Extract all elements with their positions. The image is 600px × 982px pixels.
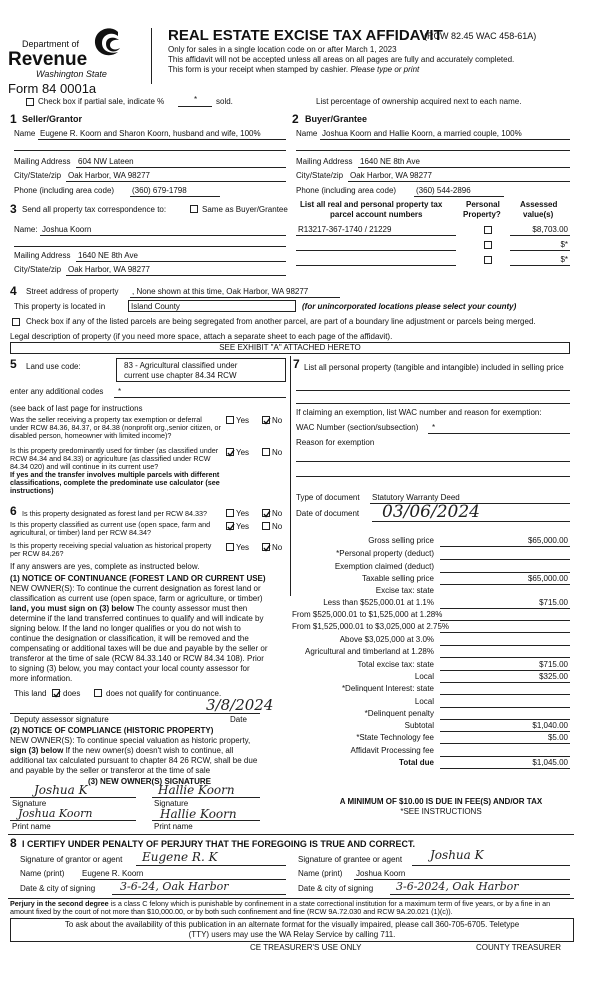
additional-codes-label: enter any additional codes xyxy=(10,387,104,396)
notice1-line: signing below. If the land no longer qualifies or you do not wish to xyxy=(10,624,241,633)
q-timber-multiple: If yes and the transfer involves multiple parcels with different classifications, complete the predominate use calculator (see instructions) xyxy=(10,470,220,495)
check-icon xyxy=(263,544,271,552)
q1-yes: Yes xyxy=(236,416,250,425)
grantor-name-label: Name (print) xyxy=(20,869,65,878)
notice1-line: to signing (3) below, you may contact your local county assessor for xyxy=(10,664,250,673)
header-line-1: Only for sales in a single location code on or after March 1, 2023 xyxy=(168,45,397,54)
tax-row-value[interactable]: $715.00 xyxy=(539,598,568,607)
form-title-ref: (RCW 82.45 WAC 458-61A) xyxy=(424,31,537,41)
seller-name[interactable]: Eugene R. Koorn and Sharon Koorn, husband and wife, 100% xyxy=(40,129,261,138)
deputy-date-label: Date xyxy=(230,715,247,724)
parcel-header-1: List all real and personal property tax xyxy=(300,200,443,209)
certify-text: I CERTIFY UNDER PENALTY OF PERJURY THAT THE FOREGOING IS TRUE AND CORRECT. xyxy=(22,839,416,849)
corr-city-label: City/State/zip xyxy=(14,265,62,274)
tax-row-value[interactable]: $1,040.00 xyxy=(532,721,568,730)
corr-mail-label: Mailing Address xyxy=(14,251,71,260)
seller-phone[interactable]: (360) 679-1798 xyxy=(132,186,187,195)
tax-row-label: Taxable selling price xyxy=(361,574,434,583)
grantee-date-city[interactable]: 3-6-2024, Oak Harbor xyxy=(396,880,519,893)
assessed-row-2[interactable]: $* xyxy=(560,240,568,249)
personal-header-1: Personal xyxy=(466,200,500,209)
see-instructions: *SEE INSTRUCTIONS xyxy=(400,807,482,816)
partial-pct[interactable]: * xyxy=(194,95,198,104)
see-back: (see back of last page for instructions xyxy=(10,404,143,413)
corr-num: 3 xyxy=(10,202,17,216)
check-icon xyxy=(227,449,235,457)
personal-header-2: Property? xyxy=(463,210,501,219)
seller-name-label: Name xyxy=(14,129,36,138)
wac-label: WAC Number (section/subsection) xyxy=(296,423,419,432)
county-treasurer: COUNTY TREASURER xyxy=(476,943,562,952)
notice2-line xyxy=(10,747,233,755)
buyer-heading: Buyer/Grantee xyxy=(305,114,368,124)
deputy-label: Deputy assessor signature xyxy=(14,715,109,724)
street-value[interactable]: , None shown at this time, Oak Harbor, WA 98277 xyxy=(132,287,309,296)
tax-row-label: Gross selling price xyxy=(368,536,434,545)
county-value: Island County xyxy=(131,302,180,311)
forest-q3: Is this property receiving special valuation as historical property per RCW 84.26? xyxy=(10,541,212,558)
forest-q2: Is this property classified as current use (open space, farm and agricultural, or timber) land per RCW 84.34? xyxy=(10,520,211,537)
f3-yes: Yes xyxy=(236,543,250,552)
partial-sale-label: Check box if partial sale, indicate % xyxy=(38,97,165,106)
revenue-swirl-icon xyxy=(92,26,124,60)
street-label: Street address of property xyxy=(26,287,119,296)
buyer-phone-label: Phone (including area code) xyxy=(296,186,397,195)
exemption-reason-label: Reason for exemption xyxy=(296,438,375,447)
q-exemption: Was the seller receiving a property tax exemption or deferral under RCW 84.36, 84.37, or 84.38 (nonprofit org.,senior citizen, or disabled person, homeowner with limited income)? xyxy=(10,415,221,440)
segregated-checkbox[interactable] xyxy=(12,318,20,326)
seller-city-label: City/State/zip xyxy=(14,171,62,180)
new-owner-sig-title: (3) NEW OWNER(S) SIGNATURE xyxy=(88,777,211,786)
tax-row-label: Total excise tax: state xyxy=(357,660,434,669)
q2-no: No xyxy=(272,448,283,457)
q2-no-checkbox[interactable] xyxy=(262,448,270,456)
notice1-line xyxy=(10,605,247,613)
exemption-text: If claiming an exemption, list WAC number and reason for exemption: xyxy=(296,408,542,417)
tax-row-value[interactable]: $65,000.00 xyxy=(527,574,568,583)
q-timber: Is this property predominantly used for timber (as classified under RCW 84.34 and 84.33) or agriculture (as classified under RCW 84.34 020) and will continue in its current use? xyxy=(10,446,219,471)
check-icon xyxy=(227,523,235,531)
land-use-value-1: 83 - Agricultural classified under xyxy=(124,361,238,370)
parcel-row-1[interactable]: R13217-367-1740 / 21229 xyxy=(298,225,392,234)
header-receipt xyxy=(168,66,419,74)
tax-row-label: Excise tax: state xyxy=(375,586,434,595)
q1-no: No xyxy=(272,416,283,425)
notice2-title: (2) NOTICE OF COMPLIANCE (HISTORIC PROPERTY) xyxy=(10,726,214,735)
f2-yes-checkbox[interactable] xyxy=(226,522,234,530)
this-land-label: This land xyxy=(14,689,47,698)
tax-row-label: Subtotal xyxy=(404,721,434,730)
tax-row-value[interactable]: $1,045.00 xyxy=(532,758,568,767)
forest-q1: Is this property designated as forest land per RCW 84.33? xyxy=(22,509,207,518)
certify-num: 8 xyxy=(10,836,17,850)
accessibility-line-2: (TTY) users may use the WA Relay Service by calling 711. xyxy=(188,930,396,939)
grantor-signature[interactable]: Eugene R. K xyxy=(142,850,218,864)
grantor-sig-label: Signature of grantor or agent xyxy=(20,855,123,864)
corr-name[interactable]: Joshua Koorn xyxy=(42,225,92,234)
seller-heading: Seller/Grantor xyxy=(22,114,83,124)
grantee-signature[interactable]: Joshua K xyxy=(430,848,484,862)
personal-row-2-checkbox[interactable] xyxy=(484,241,492,249)
wac-value[interactable]: * xyxy=(432,423,436,432)
check-icon xyxy=(263,510,271,518)
forest-num: 6 xyxy=(10,504,17,518)
legal-label: Legal description of property (if you need more space, attach a separate sheet to each page of the affidavit). xyxy=(10,332,393,341)
land-use-num: 5 xyxy=(10,357,17,371)
owner1-sig-label: Signature xyxy=(12,799,47,808)
notice1-line: continue the designation or classification, it will be removed and the xyxy=(10,634,249,643)
perjury-text xyxy=(10,900,574,916)
accessibility-line-1: To ask about the availability of this publication in an alternate format for the visually impaired, please call 360-705-6705. Teletype xyxy=(64,920,520,929)
assessed-header-1: Assessed xyxy=(520,200,558,209)
tax-row-label: From $1,525,000.01 to $3,025,000 at 2.75% xyxy=(292,622,450,631)
buyer-num: 2 xyxy=(292,112,299,126)
f3-no-checkbox[interactable] xyxy=(262,543,270,551)
additional-codes-value[interactable]: * xyxy=(118,387,122,396)
owner1-print-label: Print name xyxy=(12,822,51,831)
parcel-header-2: parcel account numbers xyxy=(330,210,423,219)
notice2-line: NEW OWNER(S): To continue special valuation as historic property, xyxy=(10,736,251,745)
doc-type-label: Type of document xyxy=(296,493,360,502)
same-as-buyer-label: Same as Buyer/Grantee xyxy=(202,205,288,214)
grantee-name-label: Name (print) xyxy=(298,869,343,878)
notice2-rest: If the new owner(s) doesn't wish to continue, all xyxy=(65,746,234,755)
tax-row-label: Local xyxy=(414,697,434,706)
notice1-title: (1) NOTICE OF CONTINUANCE (FOREST LAND OR CURRENT USE) xyxy=(10,574,266,583)
form-number: Form 84 0001a xyxy=(8,81,97,96)
f3-yes-checkbox[interactable] xyxy=(226,543,234,551)
seller-city[interactable]: Oak Harbor, WA 98277 xyxy=(68,171,150,180)
legal-value: SEE EXHIBIT "A" ATTACHED HERETO xyxy=(219,343,361,352)
f2-no: No xyxy=(272,522,283,531)
f2-yes: Yes xyxy=(236,522,250,531)
tax-row-value[interactable]: $325.00 xyxy=(539,672,568,681)
corr-city[interactable]: Oak Harbor, WA 98277 xyxy=(68,265,150,274)
type-or-print: Please type or print xyxy=(350,65,420,74)
f1-yes-checkbox[interactable] xyxy=(226,509,234,517)
treasurer-use-only: CE TREASURER'S USE ONLY xyxy=(250,943,362,952)
q1-no-checkbox[interactable] xyxy=(262,416,270,424)
notice1-line: NEW OWNER(S): To continue the current designation as forest land or xyxy=(10,584,261,593)
personal-prop-num: 7 xyxy=(293,357,300,371)
q2-yes: Yes xyxy=(236,448,250,457)
notice1-rest: The county assessor must then xyxy=(136,604,248,613)
notice1-bold: land, you must sign on (3) below xyxy=(10,604,135,613)
does-label: does xyxy=(63,689,81,698)
same-as-buyer-checkbox[interactable] xyxy=(190,205,198,213)
buyer-mail-label: Mailing Address xyxy=(296,157,353,166)
notice2-bold: sign (3) below xyxy=(10,746,64,755)
tax-row-label: *Delinquent Interest: state xyxy=(341,684,434,693)
corr-mail[interactable]: 1640 NE 8th Ave xyxy=(78,251,138,260)
buyer-mail[interactable]: 1640 NE 8th Ave xyxy=(360,157,420,166)
doc-date-handwritten[interactable]: 03/06/2024 xyxy=(382,502,480,522)
tax-row-value[interactable]: $5.00 xyxy=(547,733,568,742)
check-icon xyxy=(53,690,61,698)
owner2-signature[interactable]: Hallie Koorn xyxy=(158,783,235,797)
tax-row-label: From $525,000.01 to $1,525,000 at 1.28% xyxy=(292,610,443,619)
grantor-name[interactable]: Eugene R. Koorn xyxy=(82,869,144,878)
street-num: 4 xyxy=(10,284,17,298)
if-yes-text: If any answers are yes, complete as instructed below. xyxy=(10,562,200,571)
ownership-note: List percentage of ownership acquired next to each name. xyxy=(316,97,522,106)
tax-row-value[interactable]: $715.00 xyxy=(539,660,568,669)
f1-yes: Yes xyxy=(236,509,250,518)
personal-prop-text: List all personal property (tangible and intangible) included in selling price xyxy=(304,363,564,372)
seller-mail[interactable]: 604 NW Lateen xyxy=(78,157,134,166)
notice1-line: determine if the land transferred continues to qualify and will indicate by xyxy=(10,614,264,623)
tax-row-value[interactable]: $65,000.00 xyxy=(527,536,568,545)
segregated-text: Check box if any of the listed parcels are being segregated from another parcel, are part of a boundary line adjustment or parcels being merged. xyxy=(26,317,536,326)
notice1-line: compensating or additional taxes will be due and payable by the seller or xyxy=(10,644,268,653)
tax-row-label: Affidavit Processing fee xyxy=(350,746,434,755)
check-icon xyxy=(263,417,271,425)
seller-mail-label: Mailing Address xyxy=(14,157,71,166)
does-not-label: does not qualify for continuance. xyxy=(106,689,222,698)
f1-no: No xyxy=(272,509,283,518)
grantee-name[interactable]: Joshua Koorn xyxy=(356,869,406,878)
land-use-value-2: current use chapter 84.34 RCW xyxy=(124,371,237,380)
assessor-date-handwritten[interactable]: 3/8/2024 xyxy=(206,696,274,714)
personal-row-1-checkbox[interactable] xyxy=(484,226,492,234)
grantee-date-label: Date & city of signing xyxy=(298,884,374,893)
assessed-header-2: value(s) xyxy=(523,210,554,219)
located-label: This property is located in xyxy=(14,302,106,311)
tax-row-label: Less than $525,000.01 at 1.1% xyxy=(323,598,434,607)
state-line: Washington State xyxy=(36,69,107,79)
buyer-city-label: City/State/zip xyxy=(296,171,344,180)
tax-row-label: Exemption claimed (deduct) xyxy=(334,562,434,571)
doc-date-label: Date of document xyxy=(296,509,360,518)
buyer-phone[interactable]: (360) 544-2896 xyxy=(416,186,471,195)
partial-sold: sold. xyxy=(216,97,233,106)
owner1-signature[interactable]: Joshua K xyxy=(34,783,88,797)
notice1-line: more information. xyxy=(10,674,73,683)
tax-row-label: *Personal property (deduct) xyxy=(336,549,434,558)
partial-sale-checkbox[interactable] xyxy=(26,98,34,106)
notice1-line: classification as current use (open space, farm or agriculture, or timber) xyxy=(10,594,263,603)
perjury-rest: is a class C felony which is punishable by confinement in a state correctional institution for a maximum term of five years, or by a fine in an amount fixed by the court of not more than $10,000.00, or by both such confinement and fine (RCW 9A.72.030 and RCW 9A.20.021 (1)(c)). xyxy=(10,899,551,916)
notice2-line: additional tax calculated pursuant to chapter 84 26 RCW, shall be due xyxy=(10,756,258,765)
minimum-due: A MINIMUM OF $10.00 IS DUE IN FEE(S) AND/OR TAX xyxy=(339,797,543,806)
buyer-name-label: Name xyxy=(296,129,318,138)
q1-yes-checkbox[interactable] xyxy=(226,416,234,424)
q2-yes-checkbox[interactable] xyxy=(226,448,234,456)
owner1-print[interactable]: Joshua Koorn xyxy=(18,807,93,820)
county-note: (for unincorporated locations please select your county) xyxy=(302,302,517,311)
assessed-row-1[interactable]: $8,703.00 xyxy=(532,225,568,234)
tax-row-label: Agricultural and timberland at 1.28% xyxy=(305,647,434,656)
form-title: REAL ESTATE EXCISE TAX AFFIDAVIT xyxy=(168,27,443,44)
f1-no-checkbox[interactable] xyxy=(262,509,270,517)
buyer-name[interactable]: Joshua Koorn and Hallie Koorn, a married couple, 100% xyxy=(322,129,522,138)
tax-row-label: *State Technology fee xyxy=(356,733,434,742)
revenue-logo-text: Revenue xyxy=(8,49,88,70)
does-not-qualify-checkbox[interactable] xyxy=(94,689,102,697)
perjury-bold: Perjury in the second degree xyxy=(10,899,109,908)
grantee-sig-label: Signature of grantee or agent xyxy=(298,855,403,864)
corr-heading: Send all property tax correspondence to: xyxy=(22,205,167,214)
owner2-print[interactable]: Hallie Koorn xyxy=(160,807,237,821)
tax-row-label: Above $3,025,000 at 3.0% xyxy=(339,635,434,644)
assessed-row-3[interactable]: $* xyxy=(560,255,568,264)
seller-num: 1 xyxy=(10,112,17,126)
seller-phone-label: Phone (including area code) xyxy=(14,186,115,195)
notice2-line: and payable by the seller or transferor at the time of sale xyxy=(10,766,211,775)
owner2-sig-label: Signature xyxy=(154,799,189,808)
tax-row-label: *Delinquent penalty xyxy=(364,709,434,718)
grantor-date-label: Date & city of signing xyxy=(20,884,96,893)
buyer-city[interactable]: Oak Harbor, WA 98277 xyxy=(350,171,432,180)
f2-no-checkbox[interactable] xyxy=(262,522,270,530)
doc-type-value[interactable]: Statutory Warranty Deed xyxy=(372,493,460,502)
tax-row-label: Total due xyxy=(399,758,434,767)
tax-row-label: Local xyxy=(414,672,434,681)
does-qualify-checkbox[interactable] xyxy=(52,689,60,697)
personal-row-3-checkbox[interactable] xyxy=(484,256,492,264)
dept-line: Department of xyxy=(22,39,80,49)
receipt-text: This form is your receipt when stamped by cashier. xyxy=(168,65,349,74)
land-use-label: Land use code: xyxy=(26,362,81,371)
owner2-print-label: Print name xyxy=(154,822,193,831)
f3-no: No xyxy=(272,543,283,552)
header-line-2: This affidavit will not be accepted unless all areas on all pages are fully and accurately completed. xyxy=(168,55,515,64)
corr-name-label: Name: xyxy=(14,225,38,234)
notice1-line: transferor at the time of sale (RCW 84.33.140 or RCW 84.34 108). Prior xyxy=(10,654,264,663)
grantor-date-city[interactable]: 3-6-24, Oak Harbor xyxy=(120,880,229,893)
